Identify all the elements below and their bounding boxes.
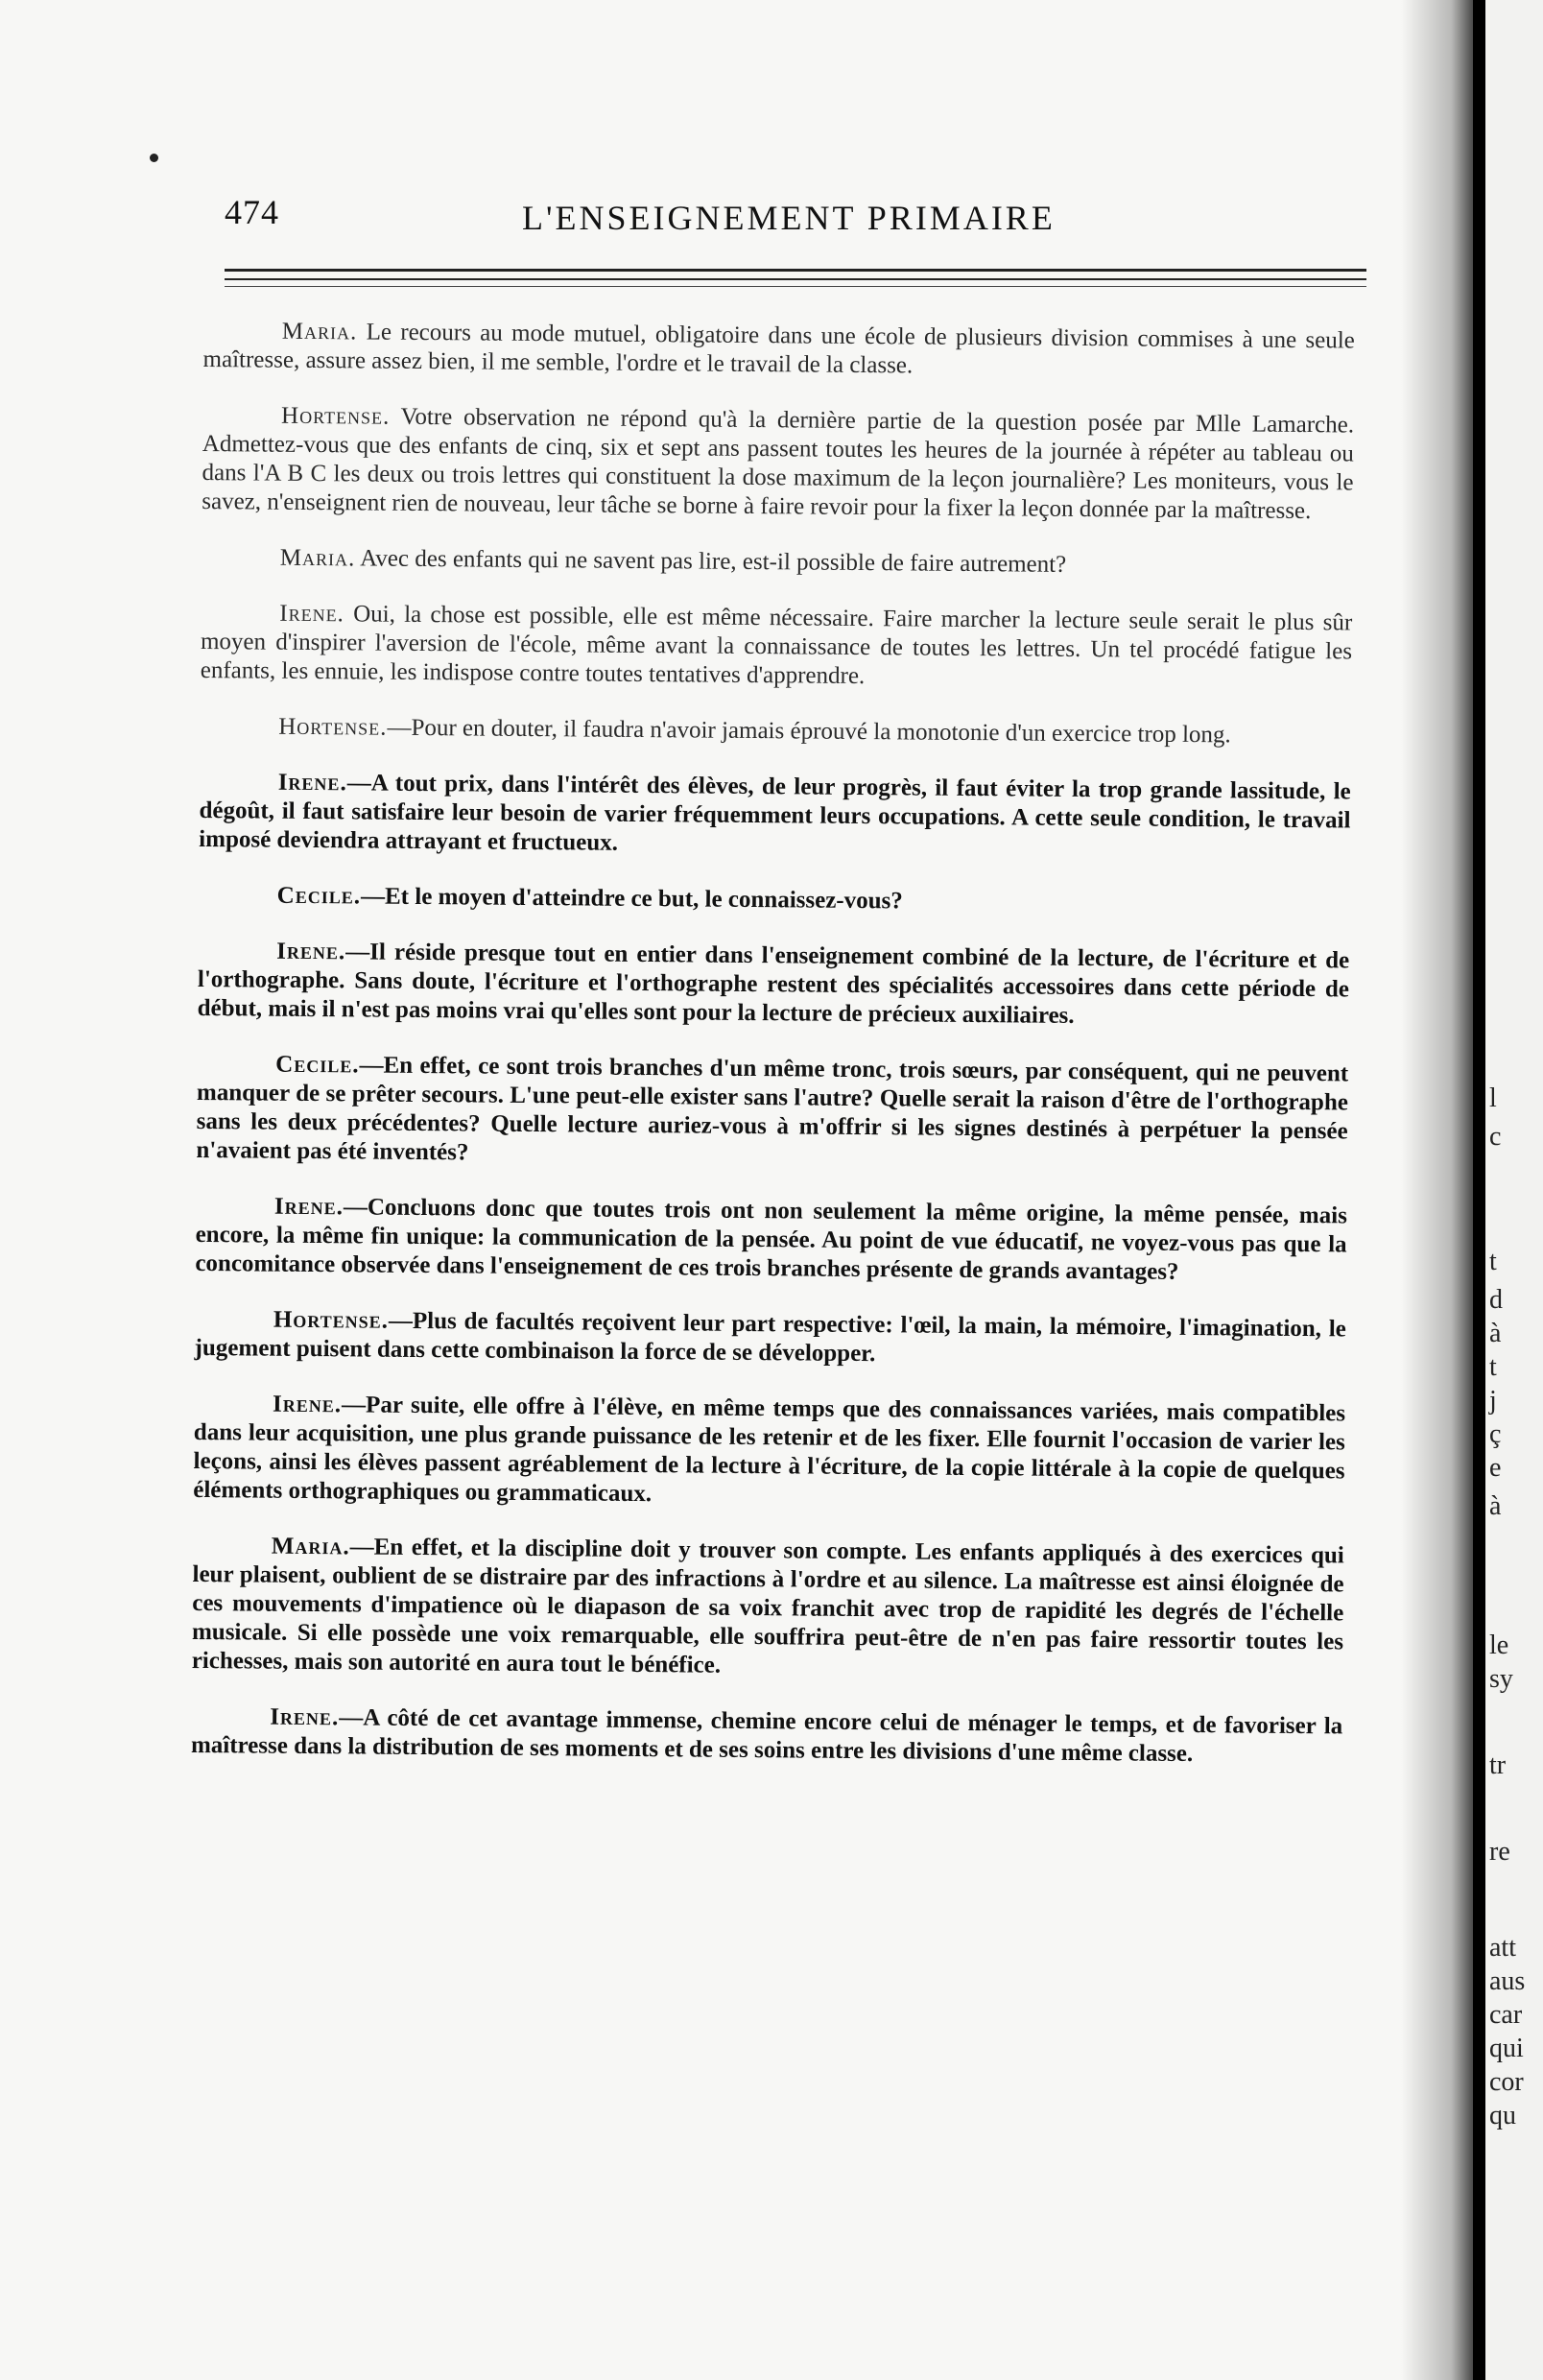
speaker-separator: — — [341, 1392, 367, 1418]
running-title: L'ENSEIGNEMENT PRIMAIRE — [522, 199, 1056, 237]
dialogue-paragraph — [199, 881, 1350, 919]
speech-text: En effet, ce sont trois branches d'un même tronc, trois sœurs, par conséquent, qui ne peuvent manquer de se prêter secours. L'une peut-elle exister sans l'autre? Quelle serait la raison d'être de l'orthographe sans les deux précédentes? Quelle lecture auriez-vous à m'offrir si les signes destinés à perpétuer la pensée n'avaient pas été inventés? — [196, 1052, 1349, 1166]
dialogue-paragraph — [202, 543, 1353, 582]
speech-text: A tout prix, dans l'intérêt des élèves, de leur progrès, il faut éviter la trop grande lassitude, le dégoût, il faut satisfaire leur besoin de varier fréquemment leurs occupations. A cette seule condition, le travail imposé deviendra attrayant et fructueux. — [199, 770, 1351, 856]
dialogue-paragraph — [201, 599, 1353, 695]
speaker-separator: — — [346, 770, 371, 797]
speaker-name: Cecile. — [275, 1051, 360, 1079]
speaker-name: Irene. — [279, 600, 344, 628]
speech-text: Votre observation ne répond qu'à la dernière partie de la question posée par Mlle Lamarche. Admettez-vous que des enfants de cinq, six et sept ans passent toutes les heures de la journée à répéter au tableau ou dans l'A B C les deux ou trois lettres qui constituent la dose maximum de la leçon journalière? Les moniteurs, vous le savez, n'enseignent rien de nouveau, leur tâche se borne à faire revoir pour la fixer la leçon donnée par la maîtresse. — [202, 403, 1355, 525]
facing-page-fragment: t — [1489, 1247, 1497, 1276]
page-number: 474 — [225, 193, 279, 231]
page-header — [225, 192, 1366, 250]
facing-page-fragment: qui — [1489, 2034, 1524, 2063]
speaker-name: Irene. — [273, 1193, 344, 1221]
facing-page-fragment: à — [1489, 1491, 1502, 1521]
facing-page-fragment: j — [1489, 1386, 1497, 1416]
speaker-separator: — — [343, 1194, 368, 1221]
dialogue-paragraph — [191, 1702, 1342, 1770]
dialogue-paragraph — [195, 1192, 1347, 1288]
facing-page-fragment: cor — [1489, 2067, 1524, 2097]
facing-page-fragment: à — [1489, 1319, 1502, 1348]
facing-page-fragment: aus — [1489, 1966, 1526, 1996]
speaker-name: Maria. — [279, 544, 356, 572]
dialogue-paragraph — [200, 712, 1351, 750]
speaker-separator — [390, 404, 401, 430]
dialogue-paragraph — [199, 768, 1351, 864]
facing-page-fragment: ç — [1489, 1419, 1502, 1449]
speaker-separator: — — [339, 1704, 364, 1731]
header-rule — [225, 278, 1366, 280]
facing-page-fragment: c — [1489, 1122, 1502, 1152]
facing-page-fragment: d — [1489, 1285, 1503, 1315]
dialogue-paragraph — [194, 1305, 1345, 1372]
binding-shadow — [1401, 0, 1473, 2380]
dialogue-paragraph — [193, 1390, 1345, 1514]
facing-page-fragment: sy — [1489, 1664, 1513, 1694]
facing-page-fragment: tr — [1489, 1750, 1507, 1780]
speech-text: Et le moyen d'atteindre ce but, le connaissez-vous? — [384, 883, 903, 915]
speaker-separator — [344, 601, 354, 627]
dialogue-paragraph — [198, 937, 1350, 1033]
speaker-separator — [357, 319, 367, 345]
speech-text: Le recours au mode mutuel, obligatoire dans une école de plusieurs division commises à une seule maîtresse, assure assez bien, il me semble, l'ordre et le travail de la classe. — [202, 319, 1355, 379]
speaker-name: Irene. — [272, 1391, 343, 1418]
facing-page-edge — [1485, 0, 1543, 2380]
speaker-name: Irene. — [277, 769, 347, 797]
speech-text: Plus de facultés reçoivent leur part respective: l'œil, la main, la mémoire, l'imagination, le jugement puisent dans cette combinaison la force de se développer. — [194, 1307, 1346, 1368]
facing-page-fragment: t — [1489, 1352, 1497, 1382]
speaker-name: Cecile. — [276, 882, 362, 910]
speaker-name: Hortense. — [273, 1306, 390, 1334]
speaker-separator: — — [349, 1534, 374, 1560]
speech-text: Avec des enfants qui ne savent pas lire, est-il possible de faire autrement? — [360, 545, 1067, 578]
facing-page-fragment: car — [1489, 2000, 1523, 2030]
dialogue-paragraph — [202, 401, 1354, 526]
dialogue-paragraph — [196, 1050, 1348, 1175]
speaker-separator: — — [345, 939, 370, 965]
dialogue-body — [191, 317, 1355, 1797]
speaker-separator: — — [387, 714, 412, 741]
speech-text: En effet, et la discipline doit y trouver son compte. Les enfants appliqués à des exercices qui leur plaisent, oublient de se distraire par des infractions à l'ordre et au silence. La maîtresse est ainsi éloignée de ces mouvements d'impatience où le diapason de sa voix franchit avec trop de rapidité les degrés de l'échelle musicale. Si elle possède une voix remarquable, elle souffrira peut-être de n'en pas faire ressortir toutes les richesses, mais son autorité en aura tout le bénéfice. — [191, 1534, 1344, 1678]
facing-page-fragment: le — [1489, 1630, 1509, 1660]
facing-page-fragment: qu — [1489, 2101, 1516, 2130]
speech-text: Il réside presque tout en entier dans l'enseignement combiné de la lecture, de l'écriture et de l'orthographe. Sans doute, l'écriture et l'orthographe restent des spécialités accessoires dans cette période de début, mais il n'est pas moins vrai qu'elles sont pour la lecture de précieux auxiliaires. — [197, 939, 1350, 1029]
speaker-name: Hortense. — [278, 713, 388, 741]
header-rule — [225, 269, 1366, 272]
speaker-name: Irene. — [270, 1703, 340, 1731]
speaker-name: Irene. — [276, 938, 346, 965]
facing-page-fragment: att — [1489, 1933, 1516, 1963]
speech-text: A côté de cet avantage immense, chemine encore celui de ménager le temps, et de favoriser la maîtresse dans la distribution de ses moments et de ses soins entre les divisions d'une même classe. — [190, 1704, 1343, 1768]
speaker-name: Hortense. — [280, 402, 391, 430]
speech-text: Par suite, elle offre à l'élève, en même temps que des connaissances variées, mais compatibles dans leur acquisition, une plus grande puissance de les retenir et de les fixer. Elle fournit l'occasion de varier les leçons, ainsi les élèves passent agréablement de la lecture à l'écriture, de la copie littérale à la copie de quelques éléments orthographiques ou grammaticaux. — [193, 1392, 1346, 1508]
speaker-name: Maria. — [271, 1533, 350, 1560]
page-blemish — [150, 154, 158, 162]
dialogue-paragraph — [202, 317, 1354, 384]
speech-text: Concluons donc que toutes trois ont non seulement la même origine, la même pensée, mais encore, la même fin unique: la communication de la pensée. Au point de vue éducatif, ne voyez-vous pas que la concomitance observée dans l'enseignement de ces trois branches présente de grands avantages? — [195, 1194, 1347, 1285]
speech-text: Oui, la chose est possible, elle est même nécessaire. Faire marcher la lecture seule serait le plus sûr moyen d'inspirer l'aversion de l'école, même avant la connaissance de toutes les lettres. Un tel procédé fatigue les enfants, les ennuie, les indispose contre toutes tentatives d'apprendre. — [200, 601, 1353, 690]
speech-text: Pour en douter, il faudra n'avoir jamais éprouvé la monotonie d'un exercice trop long. — [411, 714, 1231, 749]
speaker-separator: — — [360, 883, 386, 910]
facing-page-fragment: e — [1489, 1453, 1502, 1483]
facing-page-fragment: re — [1489, 1837, 1510, 1867]
speaker-separator: — — [388, 1307, 414, 1334]
dialogue-paragraph — [192, 1532, 1344, 1685]
header-rule — [225, 286, 1366, 287]
facing-page-fragment: l — [1489, 1083, 1497, 1113]
speaker-separator: — — [359, 1052, 384, 1079]
speaker-name: Maria. — [281, 318, 358, 345]
